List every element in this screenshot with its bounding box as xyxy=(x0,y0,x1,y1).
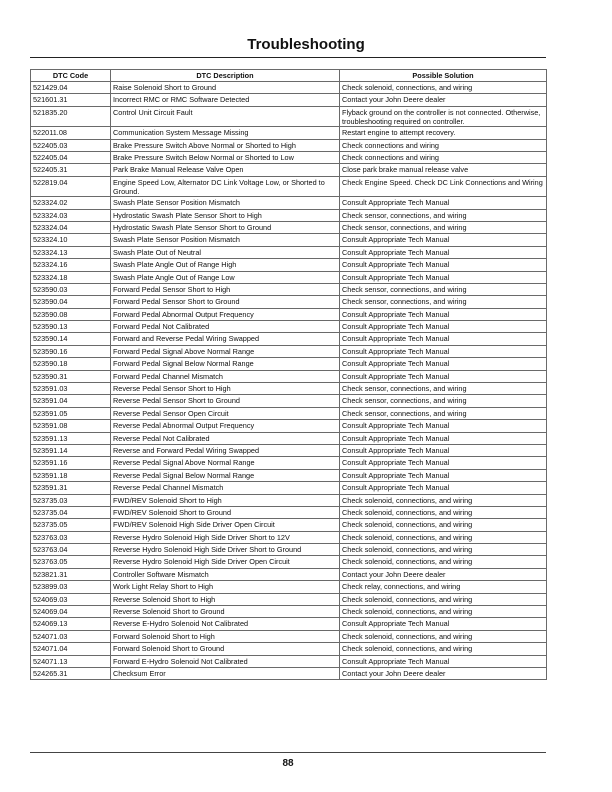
possible-solution-cell: Check solenoid, connections, and wiring xyxy=(340,519,547,531)
dtc-description-cell: Forward Pedal Channel Mismatch xyxy=(111,370,340,382)
dtc-code-cell: 523590.18 xyxy=(31,358,111,370)
possible-solution-cell: Check sensor, connections, and wiring xyxy=(340,221,547,233)
dtc-description-cell: Engine Speed Low, Alternator DC Link Voltage Low, or Shorted to Ground. xyxy=(111,176,340,196)
possible-solution-cell: Check solenoid, connections, and wiring xyxy=(340,593,547,605)
possible-solution-cell: Consult Appropriate Tech Manual xyxy=(340,358,547,370)
table-row xyxy=(31,139,547,151)
dtc-code-cell: 523591.13 xyxy=(31,432,111,444)
dtc-code-cell: 523821.31 xyxy=(31,568,111,580)
dtc-code-cell: 524265.31 xyxy=(31,668,111,680)
table-row xyxy=(31,221,547,233)
possible-solution-cell: Consult Appropriate Tech Manual xyxy=(340,432,547,444)
dtc-code-cell: 521835.20 xyxy=(31,106,111,126)
possible-solution-cell: Consult Appropriate Tech Manual xyxy=(340,271,547,283)
possible-solution-cell: Check solenoid, connections, and wiring xyxy=(340,544,547,556)
dtc-description-cell: Reverse Hydro Solenoid High Side Driver Open Circuit xyxy=(111,556,340,568)
possible-solution-cell: Consult Appropriate Tech Manual xyxy=(340,234,547,246)
table-row xyxy=(31,321,547,333)
dtc-table-body xyxy=(31,82,547,680)
table-row xyxy=(31,259,547,271)
dtc-description-cell: Forward Pedal Signal Below Normal Range xyxy=(111,358,340,370)
table-row xyxy=(31,544,547,556)
dtc-code-cell: 524069.13 xyxy=(31,618,111,630)
possible-solution-cell: Consult Appropriate Tech Manual xyxy=(340,345,547,357)
possible-solution-cell: Check sensor, connections, and wiring xyxy=(340,283,547,295)
possible-solution-cell: Check sensor, connections, and wiring xyxy=(340,209,547,221)
possible-solution-cell: Contact your John Deere dealer xyxy=(340,94,547,106)
dtc-code-cell: 523591.05 xyxy=(31,407,111,419)
table-row xyxy=(31,593,547,605)
dtc-code-cell: 523590.31 xyxy=(31,370,111,382)
page-number: 88 xyxy=(282,758,294,769)
dtc-description-cell: Swash Plate Angle Out of Range High xyxy=(111,259,340,271)
dtc-code-cell: 523590.03 xyxy=(31,283,111,295)
possible-solution-cell: Flyback ground on the controller is not connected. Otherwise, troubleshooting required on controller. xyxy=(340,106,547,126)
possible-solution-cell: Consult Appropriate Tech Manual xyxy=(340,457,547,469)
dtc-code-cell: 522405.04 xyxy=(31,151,111,163)
dtc-description-cell: Swash Plate Angle Out of Range Low xyxy=(111,271,340,283)
dtc-description-cell: Park Brake Manual Release Valve Open xyxy=(111,164,340,176)
dtc-description-cell: Forward Solenoid Short to High xyxy=(111,630,340,642)
possible-solution-cell: Check solenoid, connections, and wiring xyxy=(340,82,547,94)
table-row xyxy=(31,296,547,308)
possible-solution-cell: Restart engine to attempt recovery. xyxy=(340,127,547,139)
possible-solution-cell: Contact your John Deere dealer xyxy=(340,668,547,680)
table-row xyxy=(31,246,547,258)
possible-solution-cell: Consult Appropriate Tech Manual xyxy=(340,469,547,481)
dtc-description-cell: Reverse Solenoid Short to Ground xyxy=(111,606,340,618)
dtc-code-cell: 522011.08 xyxy=(31,127,111,139)
possible-solution-cell: Contact your John Deere dealer xyxy=(340,568,547,580)
table-row xyxy=(31,556,547,568)
dtc-code-cell: 522819.04 xyxy=(31,176,111,196)
title-divider xyxy=(30,57,546,58)
table-row xyxy=(31,420,547,432)
dtc-code-cell: 523324.04 xyxy=(31,221,111,233)
dtc-code-cell: 523324.10 xyxy=(31,234,111,246)
possible-solution-cell: Consult Appropriate Tech Manual xyxy=(340,618,547,630)
dtc-description-cell: Reverse Pedal Signal Above Normal Range xyxy=(111,457,340,469)
dtc-code-cell: 524071.03 xyxy=(31,630,111,642)
dtc-description-cell: Work Light Relay Short to High xyxy=(111,581,340,593)
possible-solution-cell: Consult Appropriate Tech Manual xyxy=(340,308,547,320)
table-row xyxy=(31,94,547,106)
dtc-code-cell: 523324.16 xyxy=(31,259,111,271)
table-row xyxy=(31,370,547,382)
possible-solution-cell: Check Engine Speed. Check DC Link Connections and Wiring xyxy=(340,176,547,196)
table-row xyxy=(31,581,547,593)
page-title: Troubleshooting xyxy=(247,36,365,53)
possible-solution-cell: Consult Appropriate Tech Manual xyxy=(340,333,547,345)
dtc-description-cell: FWD/REV Solenoid Short to Ground xyxy=(111,506,340,518)
dtc-description-cell: Reverse Pedal Sensor Open Circuit xyxy=(111,407,340,419)
table-row xyxy=(31,494,547,506)
dtc-code-cell: 521601.31 xyxy=(31,94,111,106)
table-row xyxy=(31,127,547,139)
dtc-description-cell: Forward Pedal Not Calibrated xyxy=(111,321,340,333)
table-row xyxy=(31,457,547,469)
dtc-description-cell: Communication System Message Missing xyxy=(111,127,340,139)
table-row xyxy=(31,668,547,680)
table-row xyxy=(31,176,547,196)
dtc-description-cell: FWD/REV Solenoid High Side Driver Open Circuit xyxy=(111,519,340,531)
dtc-code-cell: 523591.18 xyxy=(31,469,111,481)
table-row xyxy=(31,271,547,283)
dtc-description-cell: Reverse Solenoid Short to High xyxy=(111,593,340,605)
dtc-description-cell: Forward Pedal Signal Above Normal Range xyxy=(111,345,340,357)
possible-solution-cell: Consult Appropriate Tech Manual xyxy=(340,246,547,258)
dtc-description-cell: Hydrostatic Swash Plate Sensor Short to Ground xyxy=(111,221,340,233)
possible-solution-cell: Check solenoid, connections, and wiring xyxy=(340,643,547,655)
table-row xyxy=(31,606,547,618)
possible-solution-cell: Consult Appropriate Tech Manual xyxy=(340,420,547,432)
possible-solution-cell: Consult Appropriate Tech Manual xyxy=(340,321,547,333)
dtc-code-cell: 523591.16 xyxy=(31,457,111,469)
header-row xyxy=(31,70,547,82)
dtc-table xyxy=(30,69,547,680)
dtc-code-cell: 523735.03 xyxy=(31,494,111,506)
table-row xyxy=(31,655,547,667)
possible-solution-cell: Check connections and wiring xyxy=(340,151,547,163)
dtc-code-cell: 523763.05 xyxy=(31,556,111,568)
dtc-description-cell: Incorrect RMC or RMC Software Detected xyxy=(111,94,340,106)
dtc-description-cell: Forward Pedal Sensor Short to High xyxy=(111,283,340,295)
dtc-code-cell: 524069.03 xyxy=(31,593,111,605)
possible-solution-cell: Consult Appropriate Tech Manual xyxy=(340,444,547,456)
dtc-description-cell: Reverse Pedal Sensor Short to Ground xyxy=(111,395,340,407)
dtc-description-cell: Brake Pressure Switch Below Normal or Shorted to Low xyxy=(111,151,340,163)
table-row xyxy=(31,345,547,357)
dtc-code-cell: 523591.04 xyxy=(31,395,111,407)
table-row xyxy=(31,106,547,126)
column-header-possible-solution: Possible Solution xyxy=(340,70,547,82)
dtc-description-cell: Forward Pedal Abnormal Output Frequency xyxy=(111,308,340,320)
dtc-description-cell: Swash Plate Out of Neutral xyxy=(111,246,340,258)
possible-solution-cell: Check solenoid, connections, and wiring xyxy=(340,556,547,568)
dtc-code-cell: 523324.13 xyxy=(31,246,111,258)
table-row xyxy=(31,643,547,655)
dtc-code-cell: 523899.03 xyxy=(31,581,111,593)
table-row xyxy=(31,519,547,531)
table-row xyxy=(31,151,547,163)
table-row xyxy=(31,506,547,518)
dtc-table-header xyxy=(31,70,547,82)
dtc-code-cell: 523735.05 xyxy=(31,519,111,531)
table-row xyxy=(31,82,547,94)
dtc-code-cell: 523763.04 xyxy=(31,544,111,556)
table-row xyxy=(31,234,547,246)
table-row xyxy=(31,164,547,176)
dtc-code-cell: 523590.16 xyxy=(31,345,111,357)
dtc-code-cell: 524071.13 xyxy=(31,655,111,667)
dtc-code-cell: 523590.13 xyxy=(31,321,111,333)
dtc-description-cell: Raise Solenoid Short to Ground xyxy=(111,82,340,94)
dtc-description-cell: Forward and Reverse Pedal Wiring Swapped xyxy=(111,333,340,345)
table-row xyxy=(31,482,547,494)
dtc-code-cell: 522405.31 xyxy=(31,164,111,176)
dtc-description-cell: Reverse Pedal Abnormal Output Frequency xyxy=(111,420,340,432)
dtc-description-cell: Control Unit Circuit Fault xyxy=(111,106,340,126)
column-header-dtc-description: DTC Description xyxy=(111,70,340,82)
dtc-code-cell: 523591.14 xyxy=(31,444,111,456)
table-row xyxy=(31,630,547,642)
possible-solution-cell: Check solenoid, connections, and wiring xyxy=(340,606,547,618)
dtc-code-cell: 524071.04 xyxy=(31,643,111,655)
dtc-code-cell: 523591.08 xyxy=(31,420,111,432)
dtc-description-cell: Reverse Hydro Solenoid High Side Driver Short to 12V xyxy=(111,531,340,543)
table-row xyxy=(31,568,547,580)
dtc-code-cell: 521429.04 xyxy=(31,82,111,94)
dtc-description-cell: Brake Pressure Switch Above Normal or Shorted to High xyxy=(111,139,340,151)
dtc-description-cell: Reverse E-Hydro Solenoid Not Calibrated xyxy=(111,618,340,630)
table-row xyxy=(31,308,547,320)
table-row xyxy=(31,444,547,456)
possible-solution-cell: Check sensor, connections, and wiring xyxy=(340,296,547,308)
dtc-description-cell: Reverse and Forward Pedal Wiring Swapped xyxy=(111,444,340,456)
possible-solution-cell: Consult Appropriate Tech Manual xyxy=(340,259,547,271)
dtc-description-cell: Forward E-Hydro Solenoid Not Calibrated xyxy=(111,655,340,667)
possible-solution-cell: Check solenoid, connections, and wiring xyxy=(340,630,547,642)
footer-divider xyxy=(30,752,546,753)
possible-solution-cell: Check connections and wiring xyxy=(340,139,547,151)
dtc-description-cell: FWD/REV Solenoid Short to High xyxy=(111,494,340,506)
possible-solution-cell: Consult Appropriate Tech Manual xyxy=(340,655,547,667)
table-row xyxy=(31,358,547,370)
possible-solution-cell: Check solenoid, connections, and wiring xyxy=(340,494,547,506)
table-row xyxy=(31,383,547,395)
dtc-description-cell: Reverse Pedal Sensor Short to High xyxy=(111,383,340,395)
table-row xyxy=(31,333,547,345)
dtc-description-cell: Forward Pedal Sensor Short to Ground xyxy=(111,296,340,308)
column-header-dtc-code: DTC Code xyxy=(31,70,111,82)
possible-solution-cell: Check relay, connections, and wiring xyxy=(340,581,547,593)
dtc-code-cell: 523590.08 xyxy=(31,308,111,320)
dtc-code-cell: 523590.04 xyxy=(31,296,111,308)
dtc-description-cell: Swash Plate Sensor Position Mismatch xyxy=(111,234,340,246)
table-row xyxy=(31,407,547,419)
dtc-code-cell: 523324.03 xyxy=(31,209,111,221)
dtc-description-cell: Checksum Error xyxy=(111,668,340,680)
table-row xyxy=(31,469,547,481)
dtc-code-cell: 523590.14 xyxy=(31,333,111,345)
dtc-code-cell: 524069.04 xyxy=(31,606,111,618)
table-row xyxy=(31,618,547,630)
possible-solution-cell: Consult Appropriate Tech Manual xyxy=(340,482,547,494)
dtc-code-cell: 523763.03 xyxy=(31,531,111,543)
dtc-description-cell: Reverse Pedal Not Calibrated xyxy=(111,432,340,444)
dtc-description-cell: Reverse Pedal Channel Mismatch xyxy=(111,482,340,494)
possible-solution-cell: Consult Appropriate Tech Manual xyxy=(340,370,547,382)
table-row xyxy=(31,395,547,407)
dtc-description-cell: Reverse Pedal Signal Below Normal Range xyxy=(111,469,340,481)
dtc-description-cell: Hydrostatic Swash Plate Sensor Short to High xyxy=(111,209,340,221)
dtc-description-cell: Reverse Hydro Solenoid High Side Driver Short to Ground xyxy=(111,544,340,556)
possible-solution-cell: Check solenoid, connections, and wiring xyxy=(340,506,547,518)
dtc-description-cell: Swash Plate Sensor Position Mismatch xyxy=(111,197,340,209)
dtc-code-cell: 523591.03 xyxy=(31,383,111,395)
possible-solution-cell: Consult Appropriate Tech Manual xyxy=(340,197,547,209)
table-row xyxy=(31,197,547,209)
dtc-code-cell: 522405.03 xyxy=(31,139,111,151)
dtc-code-cell: 523735.04 xyxy=(31,506,111,518)
possible-solution-cell: Check solenoid, connections, and wiring xyxy=(340,531,547,543)
dtc-code-cell: 523324.02 xyxy=(31,197,111,209)
dtc-code-cell: 523591.31 xyxy=(31,482,111,494)
dtc-description-cell: Controller Software Mismatch xyxy=(111,568,340,580)
table-row xyxy=(31,432,547,444)
possible-solution-cell: Close park brake manual release valve xyxy=(340,164,547,176)
possible-solution-cell: Check sensor, connections, and wiring xyxy=(340,383,547,395)
table-row xyxy=(31,209,547,221)
table-row xyxy=(31,283,547,295)
dtc-code-cell: 523324.18 xyxy=(31,271,111,283)
table-row xyxy=(31,531,547,543)
possible-solution-cell: Check sensor, connections, and wiring xyxy=(340,407,547,419)
dtc-description-cell: Forward Solenoid Short to Ground xyxy=(111,643,340,655)
possible-solution-cell: Check sensor, connections, and wiring xyxy=(340,395,547,407)
